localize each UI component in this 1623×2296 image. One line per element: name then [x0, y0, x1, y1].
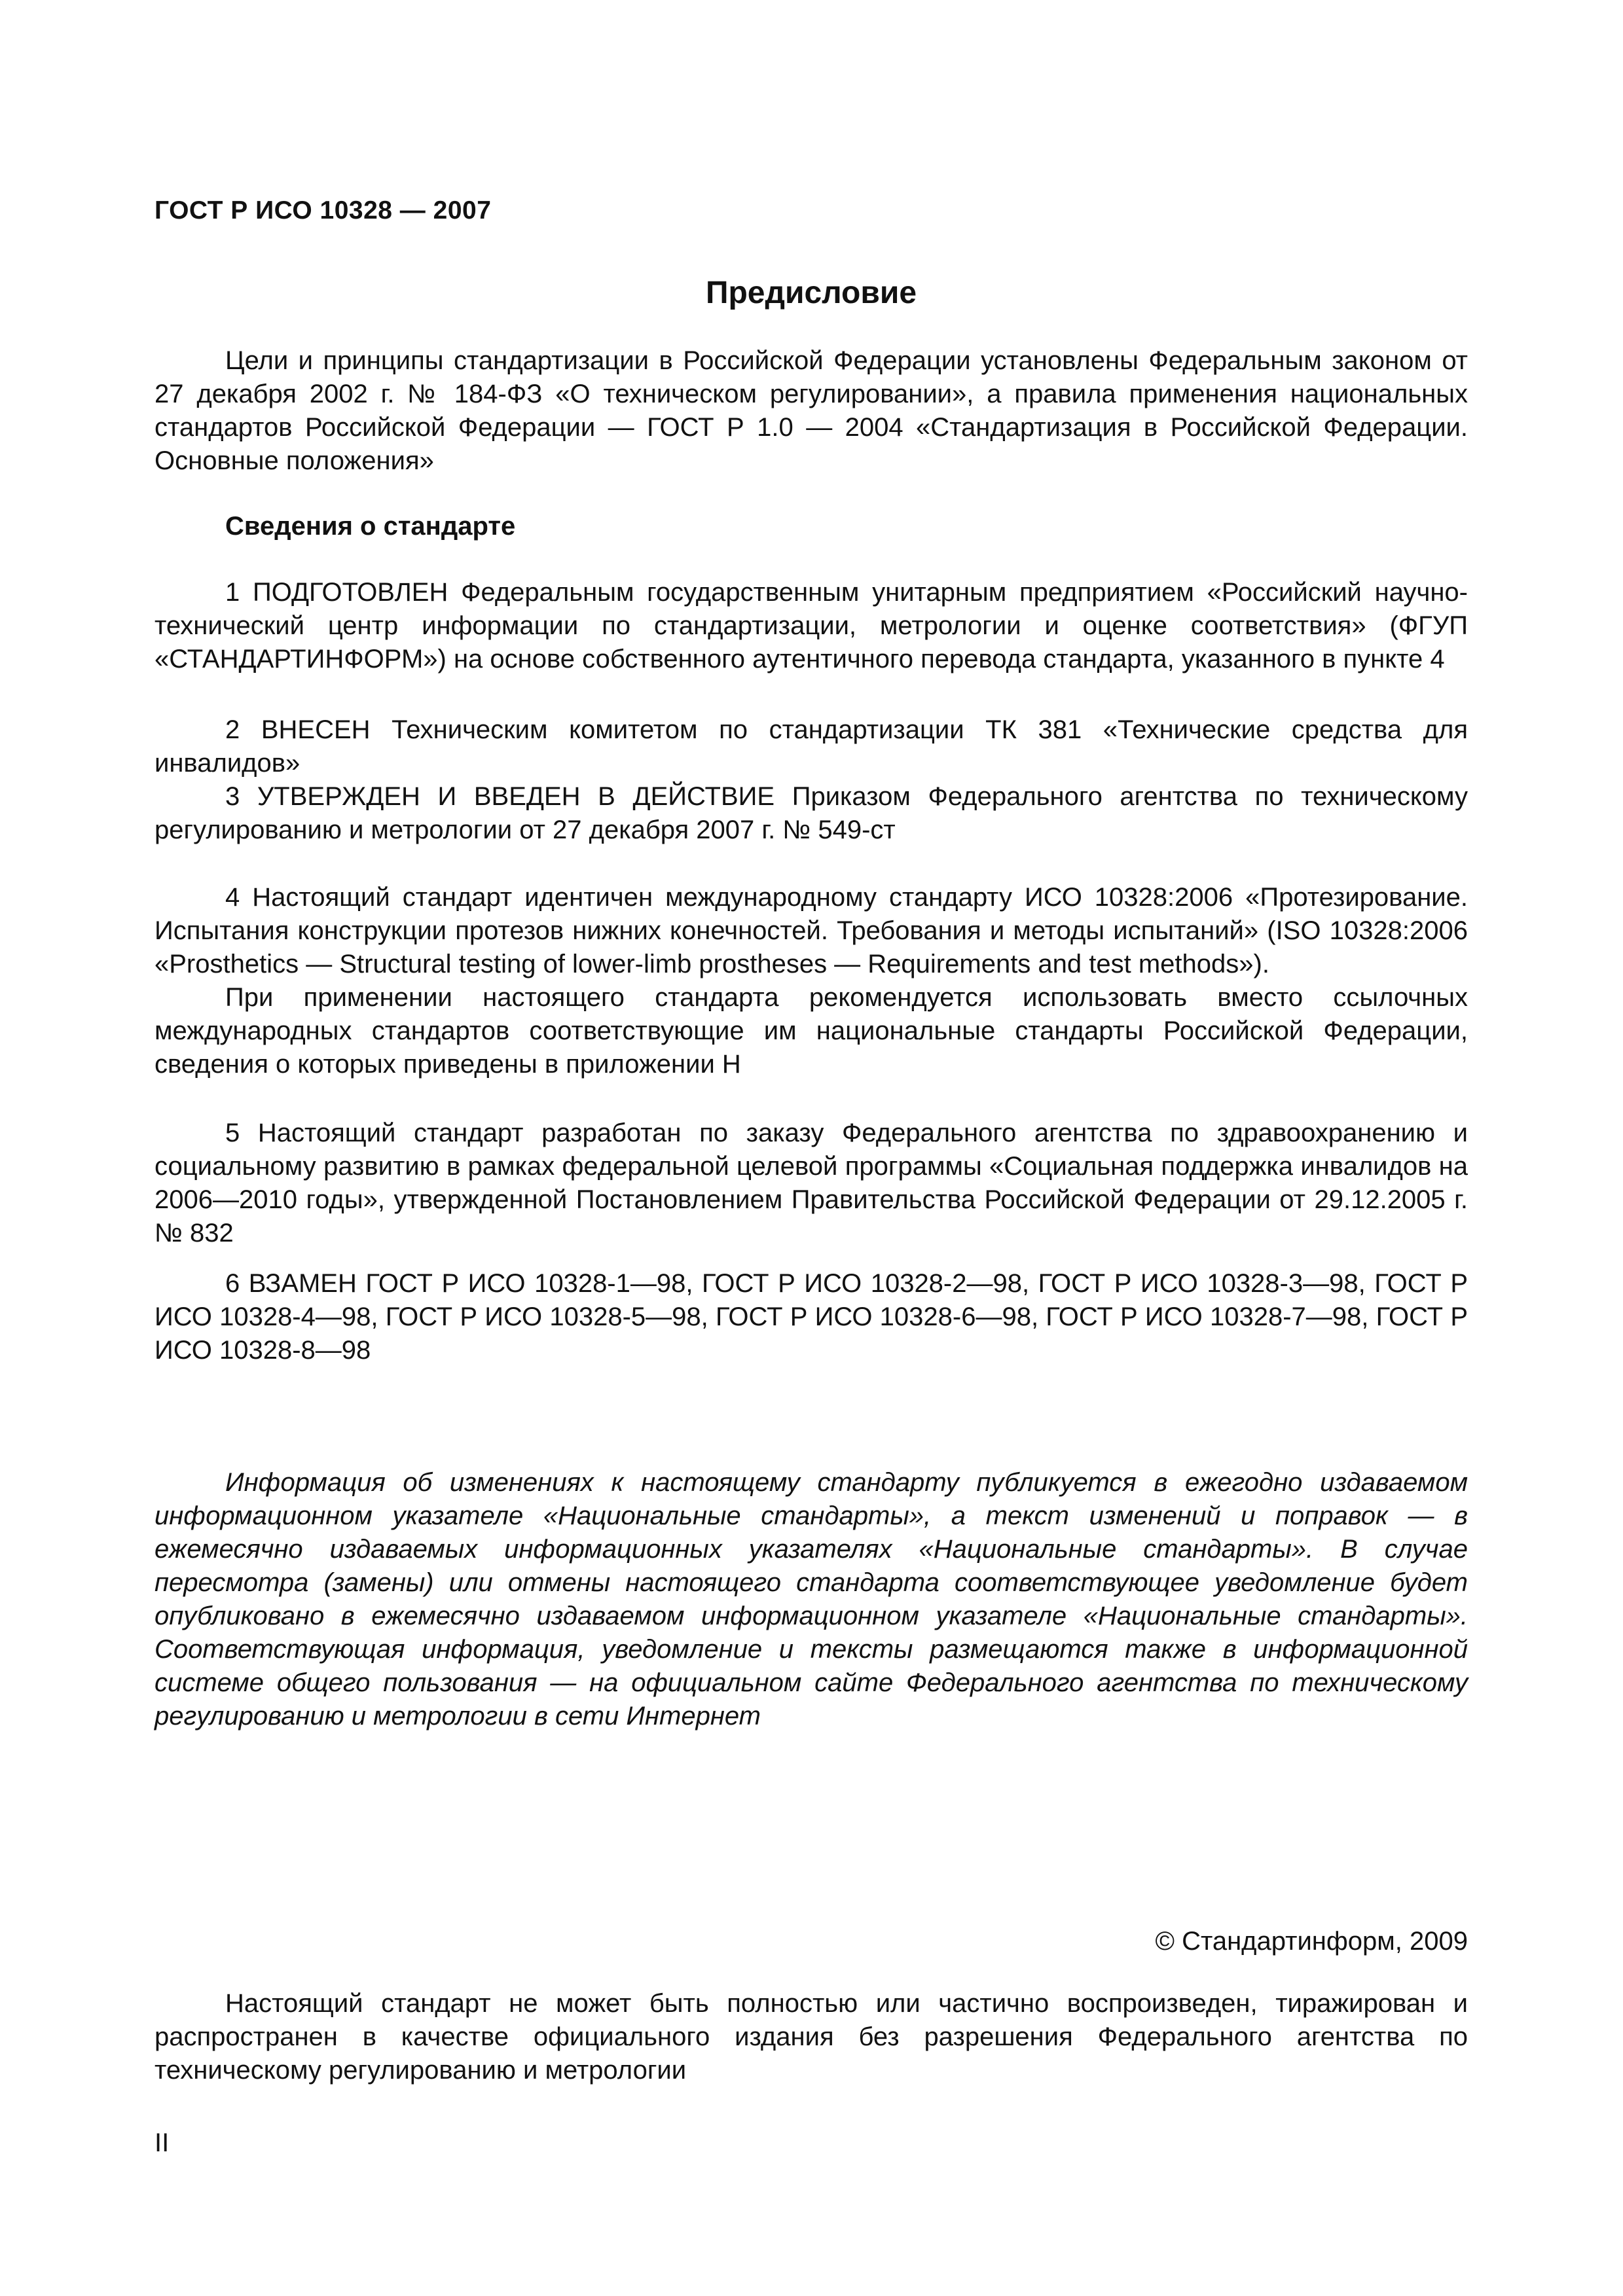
item-5-paragraph: 5 Настоящий стандарт разработан по заказу Федерального агентства по здравоохранению и социальному развитию в рамках федеральной целевой программы «Социальная поддержка инвалидов на 2006—2010 годы», утвержденной Постановлением Правительства Российской Федерации от 29.12.2005 г. № 832 — [155, 1119, 1468, 1247]
document-id-header: ГОСТ Р ИСО 10328 — 2007 — [155, 196, 492, 224]
legal-notice-paragraph: Настоящий стандарт не может быть полностью или частично воспроизведен, тиражирован и распространен в качестве официального издания без разрешения Федерального агентства по техническому регулированию и метрологии — [155, 1989, 1468, 2085]
item-3-paragraph: 3 УТВЕРЖДЕН И ВВЕДЕН В ДЕЙСТВИЕ Приказом Федерального агентства по техническому регулированию и метрологии от 27 декабря 2007 г. № 549-ст — [155, 782, 1468, 844]
copyright-line: © Стандартинформ, 2009 — [1155, 1927, 1468, 1956]
intro-paragraph: Цели и принципы стандартизации в Российской Федерации установлены Федеральным законом от 27 декабря 2002 г. № 184-ФЗ «О техническом регулировании», а правила применения национальных стандартов Российской Федерации — ГОСТ Р 1.0 — 2004 «Стандартизация в Российской Федерации. Основные положения» — [155, 346, 1468, 475]
info-notice-paragraph: Информация об изменениях к настоящему стандарту публикуется в ежегодно издаваемом информационном указателе «Национальные стандарты», а текст изменений и поправок — в ежемесячно издаваемых информационных указателях «Национальные стандарты». В случае пересмотра (замены) или отмены настоящего стандарта соответствующее уведомление будет опубликовано в ежемесячно издаваемом информационном указателе «Национальные стандарты». Соответствующая информация, уведомление и тексты размещаются также в информационной системе общего пользования — на официальном сайте Федерального агентства по техническому регулированию и метрологии в сети Интернет — [155, 1468, 1468, 1731]
item-2-paragraph: 2 ВНЕСЕН Техническим комитетом по стандартизации ТК 381 «Технические средства для инвалидов» — [155, 715, 1468, 778]
item-4-note-paragraph: При применении настоящего стандарта рекомендуется использовать вместо ссылочных международных стандартов соответствующие им национальные стандарты Российской Федерации, сведения о которых приведены в приложении Н — [155, 983, 1468, 1079]
item-1-paragraph: 1 ПОДГОТОВЛЕН Федеральным государственным унитарным предприятием «Российский научно-технический центр информации по стандартизации, метрологии и оценке соответствия» (ФГУП «СТАНДАРТИНФОРМ») на основе собственного аутентичного перевода стандарта, указанного в пункте 4 — [155, 578, 1468, 673]
item-6-paragraph: 6 ВЗАМЕН ГОСТ Р ИСО 10328-1—98, ГОСТ Р ИСО 10328-2—98, ГОСТ Р ИСО 10328-3—98, ГОСТ Р ИСО 10328-4—98, ГОСТ Р ИСО 10328-5—98, ГОСТ Р ИСО 10328-6—98, ГОСТ Р ИСО 10328-7—98, ГОСТ Р ИСО 10328-8—98 — [155, 1269, 1468, 1365]
page-number: II — [155, 2128, 170, 2157]
section-subheading: Сведения о стандарте — [225, 512, 516, 541]
page-title: Предисловие — [705, 276, 917, 310]
item-4-section — [155, 881, 1468, 1081]
item-4-paragraph: 4 Настоящий стандарт идентичен международному стандарту ИСО 10328:2006 «Протезирование. Испытания конструкции протезов нижних конечностей. Требования и методы испытаний» (ISO 10328:2006 «Prosthetics — Structural testing of lower-limb prostheses — Requirements and test methods»). — [155, 883, 1468, 978]
